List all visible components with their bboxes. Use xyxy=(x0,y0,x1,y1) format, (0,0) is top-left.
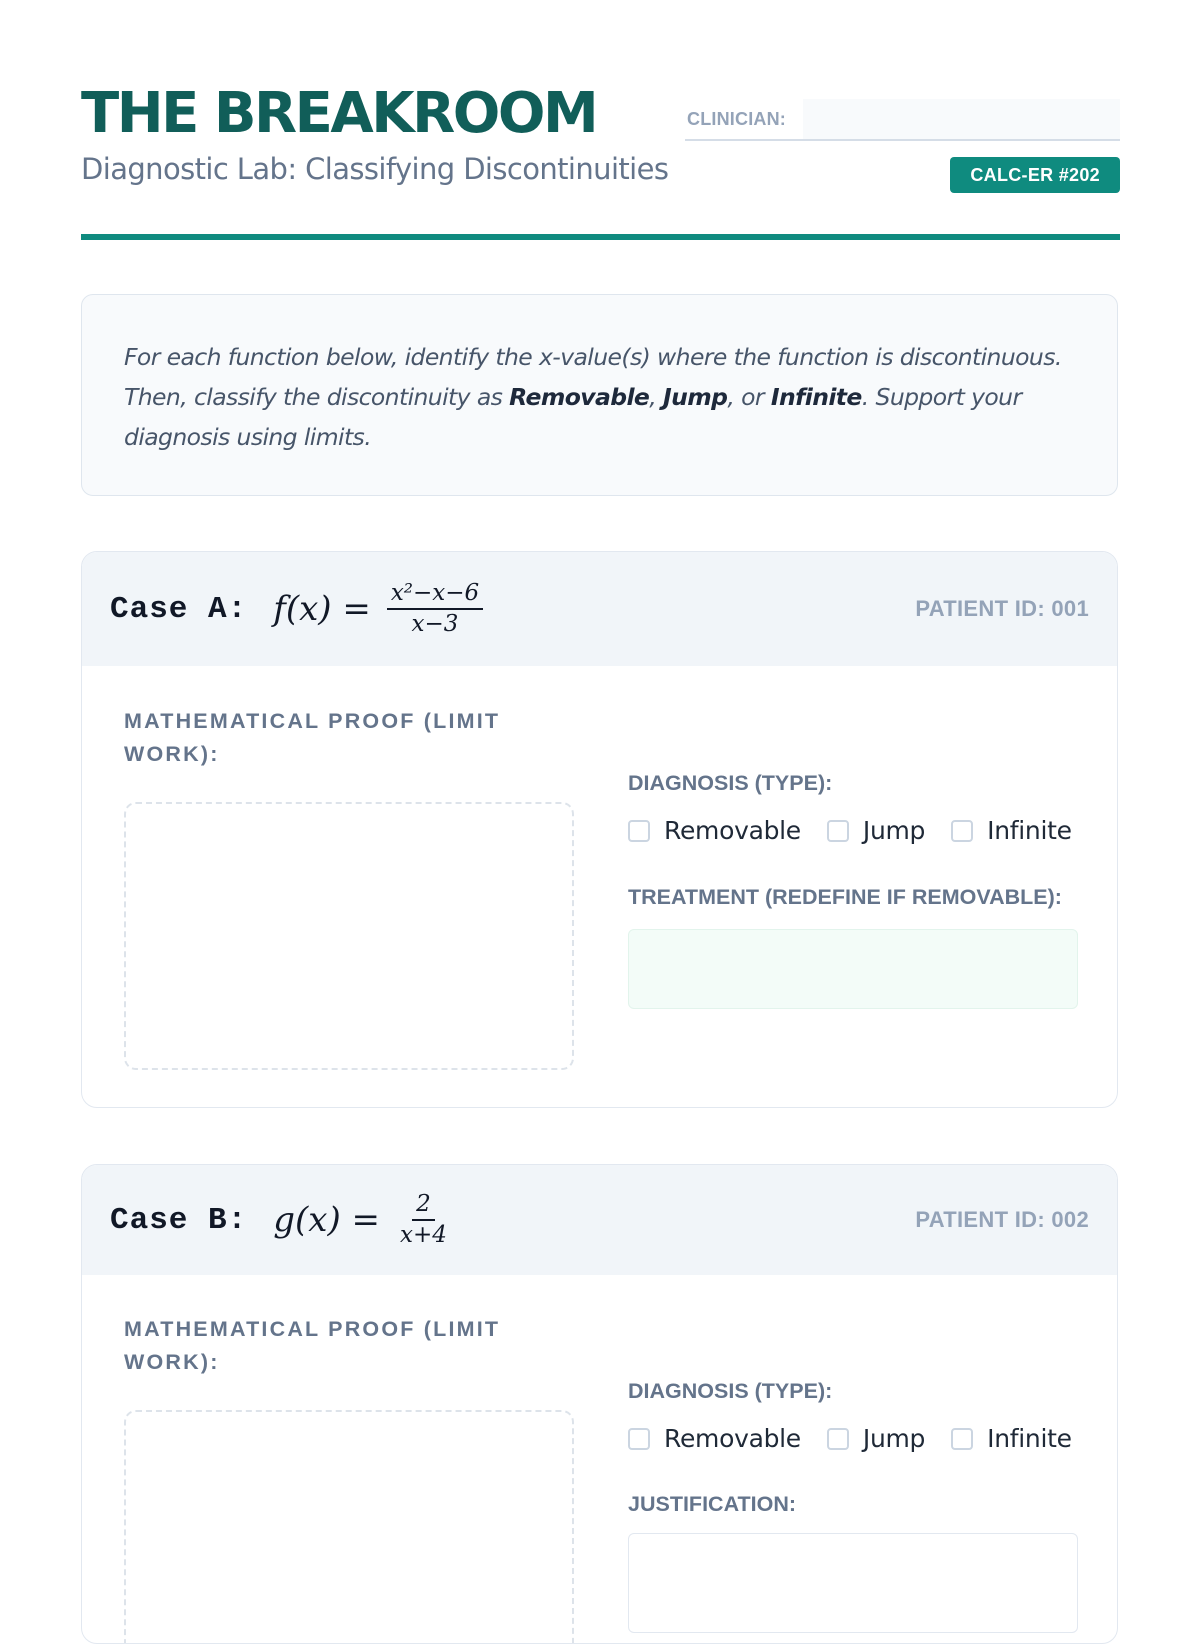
case-b-card xyxy=(81,1164,1118,1644)
option-label: Infinite xyxy=(987,1424,1072,1453)
clinician-field-row xyxy=(685,99,1120,141)
option-label: Jump xyxy=(862,1424,926,1453)
case-a-option-removable[interactable] xyxy=(628,816,801,845)
case-b-justification-input[interactable] xyxy=(628,1533,1078,1633)
case-b-diagnosis-label: DIAGNOSIS (TYPE): xyxy=(628,1379,833,1403)
worksheet-code-badge: CALC-ER #202 xyxy=(950,157,1120,193)
case-b-option-jump[interactable] xyxy=(827,1424,925,1453)
instructions-infinite: Infinite xyxy=(770,383,862,411)
case-b-justification-label: JUSTIFICATION: xyxy=(628,1492,797,1516)
case-a-treatment-input[interactable] xyxy=(628,929,1078,1009)
case-b-proof-box[interactable] xyxy=(124,1410,574,1644)
case-a-title: Case A: xyxy=(110,591,248,627)
instructions-removable: Removable xyxy=(509,383,650,411)
instructions-jump: Jump xyxy=(663,383,728,411)
case-a-denominator: x−3 xyxy=(411,611,459,637)
instructions-sep2: , or xyxy=(727,383,771,411)
case-b-header xyxy=(82,1165,1117,1275)
case-a-proof-box[interactable] xyxy=(124,802,574,1070)
option-label: Jump xyxy=(862,816,926,845)
checkbox-icon[interactable] xyxy=(628,820,650,842)
checkbox-icon[interactable] xyxy=(951,820,973,842)
instructions-part2: . Support your diagnosis using limits. xyxy=(124,383,1022,451)
case-b-title: Case B: xyxy=(110,1202,248,1238)
case-b-proof-label: MATHEMATICAL PROOF (LIMIT WORK): xyxy=(124,1317,501,1374)
case-b-diagnosis-options xyxy=(628,1424,1098,1453)
instructions-sep1: , xyxy=(649,383,663,411)
checkbox-icon[interactable] xyxy=(827,820,849,842)
page-subtitle: Diagnostic Lab: Classifying Discontinuities xyxy=(81,152,669,186)
option-label: Infinite xyxy=(987,816,1072,845)
case-a-patient-id: PATIENT ID: 001 xyxy=(915,596,1089,621)
case-b-formula xyxy=(273,1191,451,1249)
checkbox-icon[interactable] xyxy=(628,1428,650,1450)
case-b-fraction xyxy=(396,1191,451,1249)
case-a-formula xyxy=(273,580,483,638)
clinician-input[interactable] xyxy=(803,99,1120,139)
brand-title: THE BREAKROOM xyxy=(81,81,597,146)
instructions-text xyxy=(124,337,1075,457)
checkbox-icon[interactable] xyxy=(827,1428,849,1450)
instructions-box xyxy=(81,294,1118,496)
case-b-option-removable[interactable] xyxy=(628,1424,801,1453)
case-a-numerator: x²−x−6 xyxy=(387,580,483,610)
case-b-func-name: g(x) = xyxy=(273,1200,380,1240)
case-a-diagnosis-options xyxy=(628,816,1098,845)
case-a-func-name: f(x) = xyxy=(273,589,371,629)
clinician-label: CLINICIAN: xyxy=(687,108,786,129)
case-b-option-infinite[interactable] xyxy=(951,1424,1072,1453)
header-divider xyxy=(81,234,1120,240)
case-a-diagnosis-label: DIAGNOSIS (TYPE): xyxy=(628,771,833,795)
case-a-treatment-label: TREATMENT (REDEFINE IF REMOVABLE): xyxy=(628,885,1062,909)
case-a-proof-label: MATHEMATICAL PROOF (LIMIT WORK): xyxy=(124,709,501,766)
case-a-option-infinite[interactable] xyxy=(951,816,1072,845)
case-b-patient-id: PATIENT ID: 002 xyxy=(915,1207,1089,1232)
checkbox-icon[interactable] xyxy=(951,1428,973,1450)
case-a-option-jump[interactable] xyxy=(827,816,925,845)
instructions-part1: For each function below, identify the x-value(s) where the function is discontinuous. Then, classify the discontinuity as xyxy=(124,343,1062,411)
option-label: Removable xyxy=(664,1424,801,1453)
case-a-fraction xyxy=(387,580,483,638)
option-label: Removable xyxy=(664,816,801,845)
case-a-header xyxy=(82,552,1117,666)
case-b-denominator: x+4 xyxy=(400,1222,447,1248)
case-b-numerator: 2 xyxy=(412,1191,435,1221)
case-a-card xyxy=(81,551,1118,1108)
